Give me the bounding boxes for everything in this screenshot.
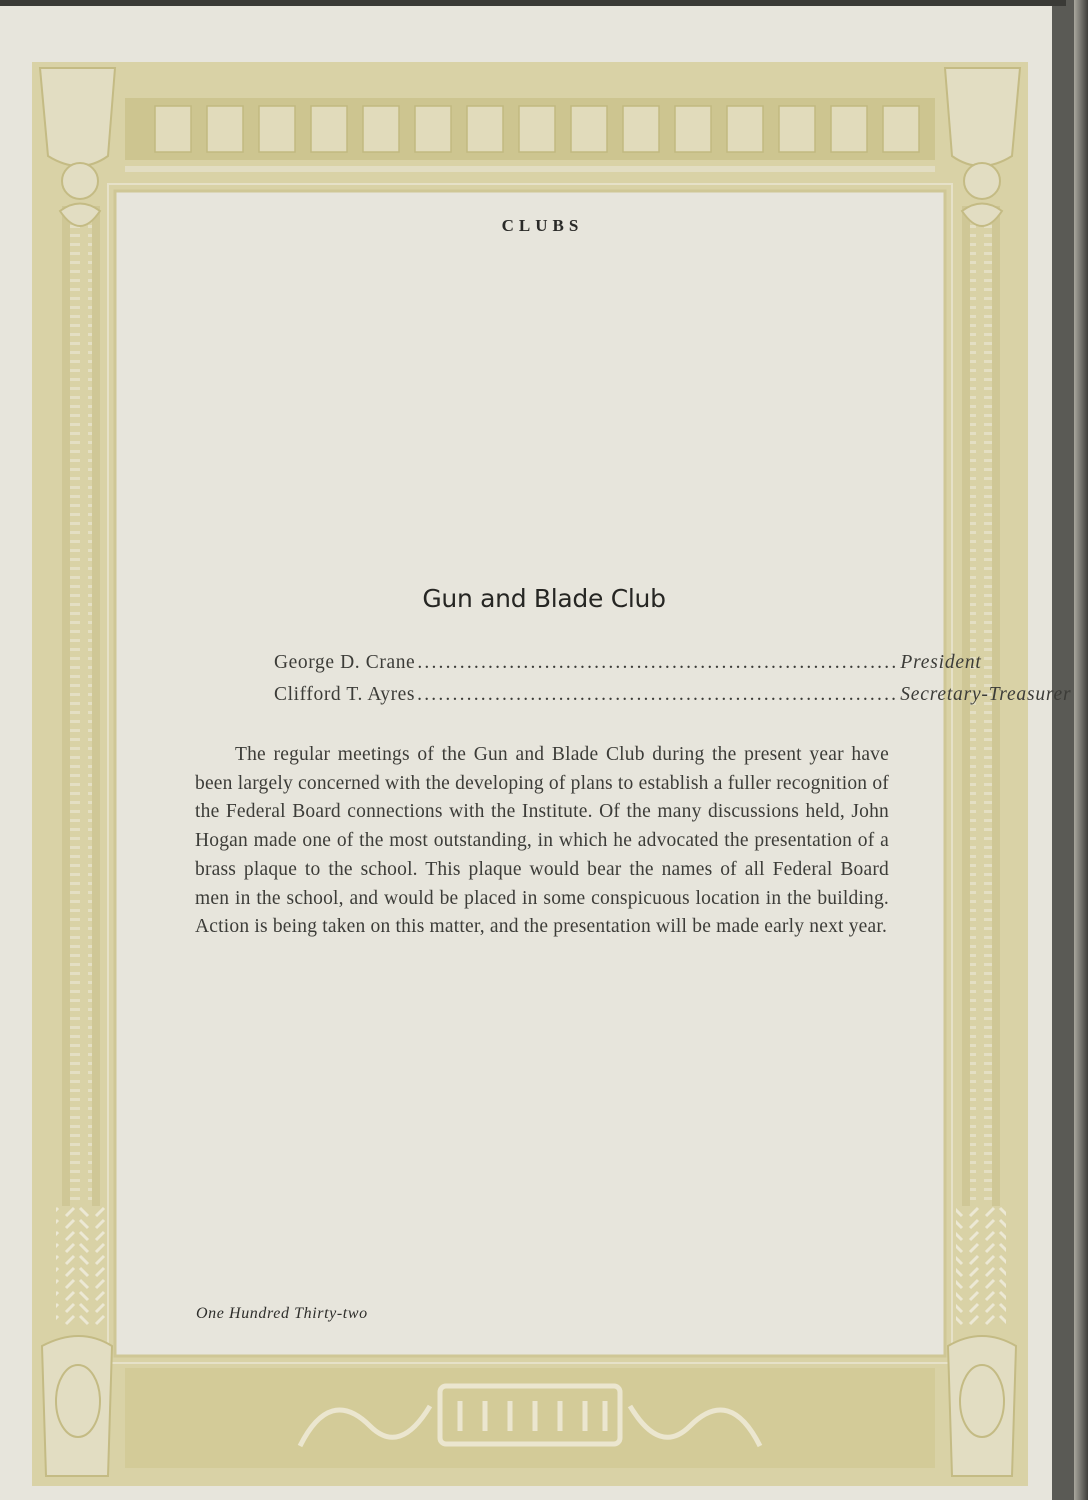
leader-dots: .................................................................... bbox=[417, 684, 899, 705]
officer-role: Secretary-Treasurer bbox=[900, 684, 1072, 705]
section-heading: CLUBS bbox=[501, 216, 584, 235]
page-content bbox=[0, 6, 1072, 1500]
officer-name: George D. Crane bbox=[274, 652, 416, 673]
officer-row bbox=[274, 652, 982, 674]
leader-dots: .................................................................... bbox=[417, 652, 899, 673]
club-title: Gun and Blade Club bbox=[422, 584, 666, 613]
club-description: The regular meetings of the Gun and Blade Club during the present year have been largely concerned with the developing of plans to establish a fuller recognition of the Federal Board connections with the Institute. Of the many discussions held, John Hogan made one of the most outstanding, in which he advocated the presentation of a brass plaque to the school. This plaque would bear the names of all Federal Board men in the school, and would be placed in some conspicuous location in the building. Action is being taken on this matter, and the presentation will be made early next year. bbox=[195, 744, 889, 938]
page-number: One Hundred Thirty-two bbox=[196, 1305, 368, 1322]
officer-row bbox=[274, 684, 1072, 706]
yearbook-page bbox=[0, 6, 1072, 1500]
officer-role: President bbox=[900, 652, 982, 673]
scan-right-edge bbox=[1074, 0, 1088, 1500]
officer-name: Clifford T. Ayres bbox=[274, 684, 416, 705]
